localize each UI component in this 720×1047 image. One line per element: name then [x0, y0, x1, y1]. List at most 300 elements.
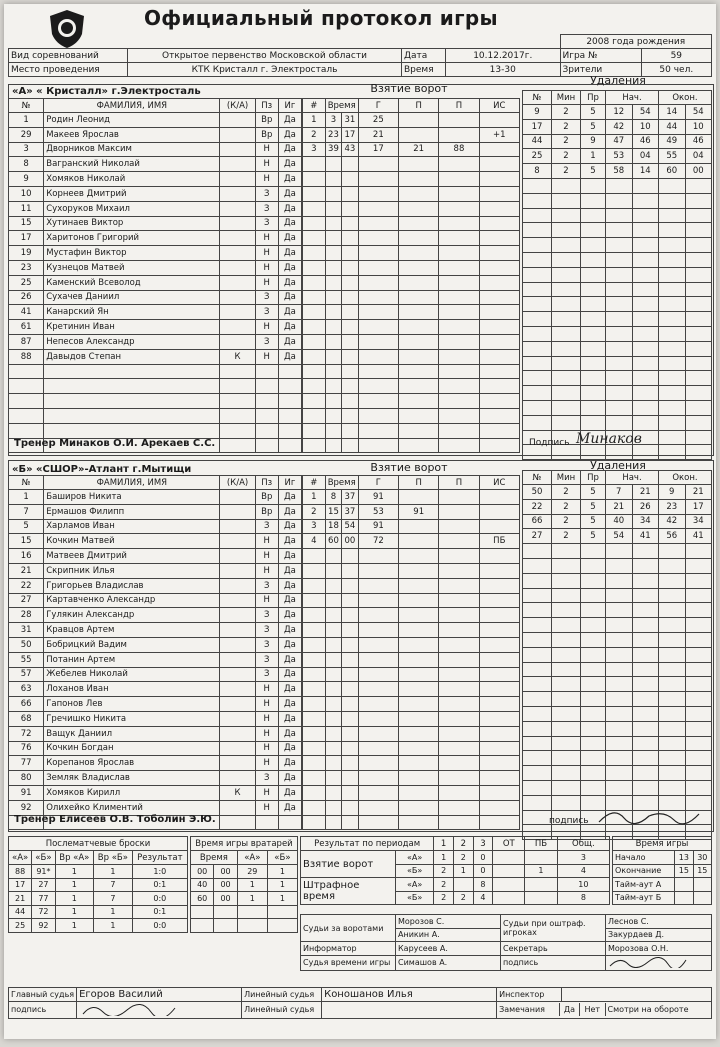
- empty-cell: [552, 603, 581, 618]
- empty-cell: [303, 290, 326, 305]
- empty-cell: [479, 349, 519, 364]
- goal-scorer: 25: [358, 113, 398, 128]
- player-name: Бобрицкий Вадим: [44, 637, 220, 652]
- empty-cell: [632, 178, 659, 193]
- player-name: Матвеев Дмитрий: [44, 549, 220, 564]
- empty-cell: [523, 647, 552, 662]
- empty-cell: [581, 588, 606, 603]
- so-h-vra: Вр «А»: [55, 851, 94, 865]
- player-number: 19: [9, 246, 44, 261]
- player-played: Да: [278, 320, 301, 335]
- table-row: [9, 771, 302, 786]
- empty-cell: [358, 741, 398, 756]
- player-role: [220, 334, 255, 349]
- player-played: Да: [278, 578, 301, 593]
- shootout-cell: 27: [32, 878, 55, 892]
- shootout-cell: 44: [9, 905, 32, 919]
- empty-cell: [581, 371, 606, 386]
- player-number: 3: [9, 142, 44, 157]
- empty-cell: [303, 246, 326, 261]
- empty-cell: [523, 208, 552, 223]
- secretary-label: Секретарь: [501, 942, 606, 956]
- empty-cell: [632, 544, 659, 559]
- empty-cell: [342, 593, 359, 608]
- player-position: З: [255, 667, 278, 682]
- table-row: [523, 662, 712, 677]
- player-role: [220, 771, 255, 786]
- table-row: [9, 349, 302, 364]
- player-position: Н: [255, 349, 278, 364]
- goal-assist-1: [399, 127, 439, 142]
- empty-cell: [659, 603, 686, 618]
- table-row: [303, 652, 520, 667]
- empty-cell: [685, 706, 712, 721]
- player-position: Н: [255, 593, 278, 608]
- empty-cell: [632, 588, 659, 603]
- table-row: [9, 667, 302, 682]
- table-row: [9, 549, 302, 564]
- empty-cell: [581, 662, 606, 677]
- player-role: [220, 534, 255, 549]
- goal-scorer: 17: [358, 142, 398, 157]
- empty-cell: [523, 677, 552, 692]
- empty-cell: [523, 415, 552, 430]
- player-name: Харламов Иван: [44, 519, 220, 534]
- table-row: [303, 320, 520, 335]
- goal-situation: ПБ: [479, 534, 519, 549]
- empty-cell: [358, 800, 398, 815]
- empty-cell: [632, 386, 659, 401]
- col-p-pr: Пр: [581, 471, 606, 485]
- empty-cell: [342, 682, 359, 697]
- pen-number: 66: [523, 514, 552, 529]
- inspector-label: Инспектор: [497, 988, 562, 1002]
- player-position: З: [255, 623, 278, 638]
- empty-cell: [685, 238, 712, 253]
- col-p-start: Нач.: [606, 471, 659, 485]
- empty-cell: [325, 186, 341, 201]
- empty-cell: [303, 741, 326, 756]
- empty-cell: [44, 408, 220, 423]
- player-number: 26: [9, 290, 44, 305]
- table-row: [303, 667, 520, 682]
- empty-cell: [358, 785, 398, 800]
- player-role: [220, 593, 255, 608]
- empty-cell: [325, 423, 341, 438]
- pen-minutes: 2: [552, 499, 581, 514]
- pen-start-min: 58: [606, 164, 633, 179]
- empty-cell: [659, 780, 686, 795]
- empty-cell: [659, 371, 686, 386]
- empty-cell: [439, 320, 479, 335]
- table-row: [303, 490, 520, 505]
- game-value: 59: [641, 49, 711, 63]
- empty-cell: [685, 430, 712, 445]
- table-row: [303, 246, 520, 261]
- per-h-3: 3: [473, 837, 493, 851]
- empty-cell: [606, 238, 633, 253]
- table-row: [9, 379, 302, 394]
- comp-value: Открытое первенство Московской области: [128, 49, 402, 63]
- shootout-cell: 1: [55, 892, 94, 906]
- player-position: Н: [255, 275, 278, 290]
- empty-cell: [358, 697, 398, 712]
- goal-assist-2: [439, 127, 479, 142]
- remarks-row: [497, 1003, 711, 1016]
- game-time-hour: 13: [675, 851, 693, 865]
- goal-minute: 39: [325, 142, 341, 157]
- empty-cell: [342, 578, 359, 593]
- player-name: Григорьев Владислав: [44, 578, 220, 593]
- empty-cell: [325, 290, 341, 305]
- col-g-time: Время: [325, 99, 358, 113]
- empty-cell: [44, 394, 220, 409]
- table-row: [9, 637, 302, 652]
- pen-reason: 5: [581, 529, 606, 544]
- empty-cell: [255, 364, 278, 379]
- empty-cell: [399, 563, 439, 578]
- empty-cell: [552, 706, 581, 721]
- empty-cell: [606, 677, 633, 692]
- empty-cell: [523, 751, 552, 766]
- empty-cell: [325, 563, 341, 578]
- player-position: Н: [255, 741, 278, 756]
- per-cell: 2: [434, 878, 454, 892]
- player-name: Мустафин Виктор: [44, 246, 220, 261]
- pen-end-min: 14: [659, 105, 686, 120]
- team-b-title: [12, 464, 191, 475]
- shootout-cell: 72: [32, 905, 55, 919]
- col-ka: (К/А): [220, 476, 255, 490]
- pen-minutes: 2: [552, 149, 581, 164]
- goal-judges-label: Судьи за воротами: [301, 915, 396, 942]
- per-cell: 0: [473, 851, 493, 865]
- team-a-name: « Кристалл» г.Электросталь: [36, 86, 201, 97]
- player-position: Н: [255, 172, 278, 187]
- empty-cell: [606, 326, 633, 341]
- table-row: [303, 771, 520, 786]
- player-position: З: [255, 201, 278, 216]
- empty-cell: [439, 157, 479, 172]
- player-role: [220, 697, 255, 712]
- table-row: [523, 326, 712, 341]
- game-time-minute: [693, 891, 711, 905]
- table-row: [303, 186, 520, 201]
- empty-cell: [325, 364, 341, 379]
- player-played: Да: [278, 608, 301, 623]
- goal-scorer: 91: [358, 519, 398, 534]
- goalie-time-cell: 00: [214, 892, 237, 906]
- empty-cell: [581, 603, 606, 618]
- pen-minutes: 2: [552, 529, 581, 544]
- pen-start-min: 53: [606, 149, 633, 164]
- pen-end-min: 49: [659, 134, 686, 149]
- player-name: Хомяков Кирилл: [44, 785, 220, 800]
- empty-cell: [439, 800, 479, 815]
- empty-cell: [581, 223, 606, 238]
- pen-start-sec: 34: [632, 514, 659, 529]
- game-label: Игра №: [560, 49, 641, 63]
- empty-cell: [552, 193, 581, 208]
- table-row: [191, 905, 298, 919]
- empty-cell: [342, 652, 359, 667]
- player-name: Баширов Никита: [44, 490, 220, 505]
- empty-cell: [632, 267, 659, 282]
- empty-cell: [659, 415, 686, 430]
- player-role: [220, 231, 255, 246]
- empty-cell: [581, 193, 606, 208]
- player-position: Н: [255, 711, 278, 726]
- game-time-table: [612, 836, 712, 905]
- empty-cell: [325, 593, 341, 608]
- table-row: [523, 766, 712, 781]
- table-row: [9, 741, 302, 756]
- empty-cell: [552, 400, 581, 415]
- pen-number: 22: [523, 499, 552, 514]
- pen-end-sec: 21: [685, 485, 712, 500]
- empty-cell: [632, 326, 659, 341]
- player-role: [220, 246, 255, 261]
- empty-cell: [659, 267, 686, 282]
- empty-cell: [632, 297, 659, 312]
- empty-cell: [685, 193, 712, 208]
- player-number: 88: [9, 349, 44, 364]
- empty-cell: [303, 697, 326, 712]
- empty-cell: [632, 706, 659, 721]
- table-row: [523, 119, 712, 134]
- table-row: [523, 558, 712, 573]
- game-time-minute: 30: [693, 851, 711, 865]
- table-row: [303, 534, 520, 549]
- empty-cell: [632, 223, 659, 238]
- empty-cell: [552, 647, 581, 662]
- empty-cell: [439, 423, 479, 438]
- table-row: [523, 780, 712, 795]
- empty-cell: [479, 756, 519, 771]
- empty-cell: [659, 400, 686, 415]
- team-a-goals: [302, 98, 520, 453]
- player-number: 57: [9, 667, 44, 682]
- player-name: Кочкин Матвей: [44, 534, 220, 549]
- empty-cell: [399, 438, 439, 453]
- periods-pim-label: Штрафное время: [301, 878, 396, 905]
- per-cell: 4: [557, 864, 609, 878]
- empty-cell: [342, 608, 359, 623]
- team-a-roster: [8, 98, 302, 453]
- empty-cell: [303, 652, 326, 667]
- table-row: [523, 499, 712, 514]
- remarks-yes: Да: [560, 1003, 580, 1016]
- player-number: 63: [9, 682, 44, 697]
- table-row: [9, 711, 302, 726]
- empty-cell: [632, 193, 659, 208]
- player-number: 1: [9, 490, 44, 505]
- table-row: [303, 800, 520, 815]
- empty-cell: [358, 379, 398, 394]
- player-name: Жебелев Николай: [44, 667, 220, 682]
- empty-cell: [325, 578, 341, 593]
- empty-cell: [685, 282, 712, 297]
- empty-cell: [659, 588, 686, 603]
- empty-cell: [523, 618, 552, 633]
- player-role: [220, 216, 255, 231]
- empty-cell: [552, 751, 581, 766]
- player-played: Да: [278, 741, 301, 756]
- pen-reason: 5: [581, 105, 606, 120]
- empty-cell: [632, 312, 659, 327]
- player-name: Вагранский Николай: [44, 157, 220, 172]
- empty-cell: [581, 692, 606, 707]
- empty-cell: [399, 201, 439, 216]
- pen-end-sec: 54: [685, 105, 712, 120]
- empty-cell: [552, 267, 581, 282]
- see-back: Смотри на обороте: [607, 1005, 689, 1014]
- empty-cell: [479, 231, 519, 246]
- player-played: Да: [278, 800, 301, 815]
- col-num: №: [9, 99, 44, 113]
- shootout-cell: 77: [32, 892, 55, 906]
- goalie-time-title: Время игры вратарей: [191, 837, 298, 851]
- date-label: Дата: [402, 49, 446, 63]
- col-g-num: #: [303, 476, 326, 490]
- shootout-cell: 1:0: [132, 865, 187, 879]
- game-time-label: Тайм-аут А: [613, 878, 675, 892]
- pen-start-min: 54: [606, 529, 633, 544]
- per-cell: 1: [525, 864, 558, 878]
- empty-cell: [303, 438, 326, 453]
- table-row: [523, 573, 712, 588]
- player-position: Н: [255, 682, 278, 697]
- periods-goals-label: Взятие ворот: [301, 851, 396, 878]
- shootout-cell: 1: [94, 919, 133, 933]
- goal-minute: 15: [325, 504, 341, 519]
- table-row: [523, 632, 712, 647]
- empty-cell: [358, 623, 398, 638]
- empty-cell: [342, 637, 359, 652]
- empty-cell: [479, 260, 519, 275]
- player-name: Кретинин Иван: [44, 320, 220, 335]
- empty-cell: [479, 726, 519, 741]
- player-name: Сухачев Даниил: [44, 290, 220, 305]
- empty-cell: [325, 201, 341, 216]
- table-row: [303, 260, 520, 275]
- table-row: [9, 290, 302, 305]
- player-played: Да: [278, 113, 301, 128]
- goal-minute: 23: [325, 127, 341, 142]
- empty-cell: [439, 408, 479, 423]
- player-position: Н: [255, 785, 278, 800]
- date-value: 10.12.2017г.: [446, 49, 561, 63]
- table-row: [303, 578, 520, 593]
- table-row: [9, 756, 302, 771]
- player-position: Н: [255, 320, 278, 335]
- col-g-g: Г: [358, 476, 398, 490]
- empty-cell: [303, 157, 326, 172]
- empty-cell: [685, 356, 712, 371]
- secretary: Морозова О.Н.: [606, 942, 712, 956]
- player-number: 77: [9, 756, 44, 771]
- pen-end-sec: 00: [685, 164, 712, 179]
- empty-cell: [9, 364, 44, 379]
- col-g-is: ИС: [479, 476, 519, 490]
- empty-cell: [659, 706, 686, 721]
- player-played: Да: [278, 756, 301, 771]
- table-row: [9, 878, 188, 892]
- goal-situation: [479, 519, 519, 534]
- empty-cell: [342, 711, 359, 726]
- empty-cell: [358, 756, 398, 771]
- table-row: [523, 706, 712, 721]
- empty-cell: [303, 563, 326, 578]
- empty-cell: [479, 334, 519, 349]
- pen-end-sec: 04: [685, 149, 712, 164]
- table-row: [9, 682, 302, 697]
- table-row: [523, 297, 712, 312]
- empty-cell: [44, 423, 220, 438]
- col-name: ФАМИЛИЯ, ИМЯ: [44, 99, 220, 113]
- empty-cell: [632, 445, 659, 460]
- pen-start-sec: 46: [632, 134, 659, 149]
- pen-number: 9: [523, 105, 552, 120]
- empty-cell: [325, 320, 341, 335]
- empty-cell: [606, 400, 633, 415]
- empty-cell: [399, 364, 439, 379]
- empty-cell: [659, 558, 686, 573]
- empty-cell: [399, 186, 439, 201]
- empty-cell: [214, 919, 237, 933]
- empty-cell: [358, 201, 398, 216]
- empty-cell: [303, 711, 326, 726]
- player-played: Да: [278, 593, 301, 608]
- table-row: [9, 275, 302, 290]
- player-played: Да: [278, 290, 301, 305]
- player-number: 66: [9, 697, 44, 712]
- empty-cell: [342, 334, 359, 349]
- player-role: [220, 275, 255, 290]
- per-h-total: Общ.: [557, 837, 609, 851]
- pen-minutes: 2: [552, 105, 581, 120]
- player-number: 15: [9, 216, 44, 231]
- venue-value: КТК Кристалл г. Электросталь: [128, 63, 402, 77]
- empty-cell: [342, 172, 359, 187]
- empty-cell: [523, 810, 552, 825]
- empty-cell: [523, 282, 552, 297]
- empty-cell: [358, 320, 398, 335]
- table-row: [303, 637, 520, 652]
- player-number: 55: [9, 652, 44, 667]
- empty-cell: [439, 379, 479, 394]
- empty-cell: [439, 637, 479, 652]
- player-position: З: [255, 334, 278, 349]
- empty-cell: [399, 697, 439, 712]
- goal-second: 37: [342, 490, 359, 505]
- empty-cell: [632, 252, 659, 267]
- empty-cell: [685, 647, 712, 662]
- per-cell: 4: [473, 891, 493, 905]
- pen-minutes: 2: [552, 514, 581, 529]
- goal-number: 2: [303, 127, 326, 142]
- per-cell: [493, 891, 525, 905]
- pen-end-min: 44: [659, 119, 686, 134]
- table-row: [523, 105, 712, 120]
- empty-cell: [325, 379, 341, 394]
- col-p-num: №: [523, 91, 552, 105]
- table-row: [191, 892, 298, 906]
- player-played: Да: [278, 711, 301, 726]
- shootout-cell: 7: [94, 892, 133, 906]
- empty-cell: [399, 423, 439, 438]
- table-row: [9, 726, 302, 741]
